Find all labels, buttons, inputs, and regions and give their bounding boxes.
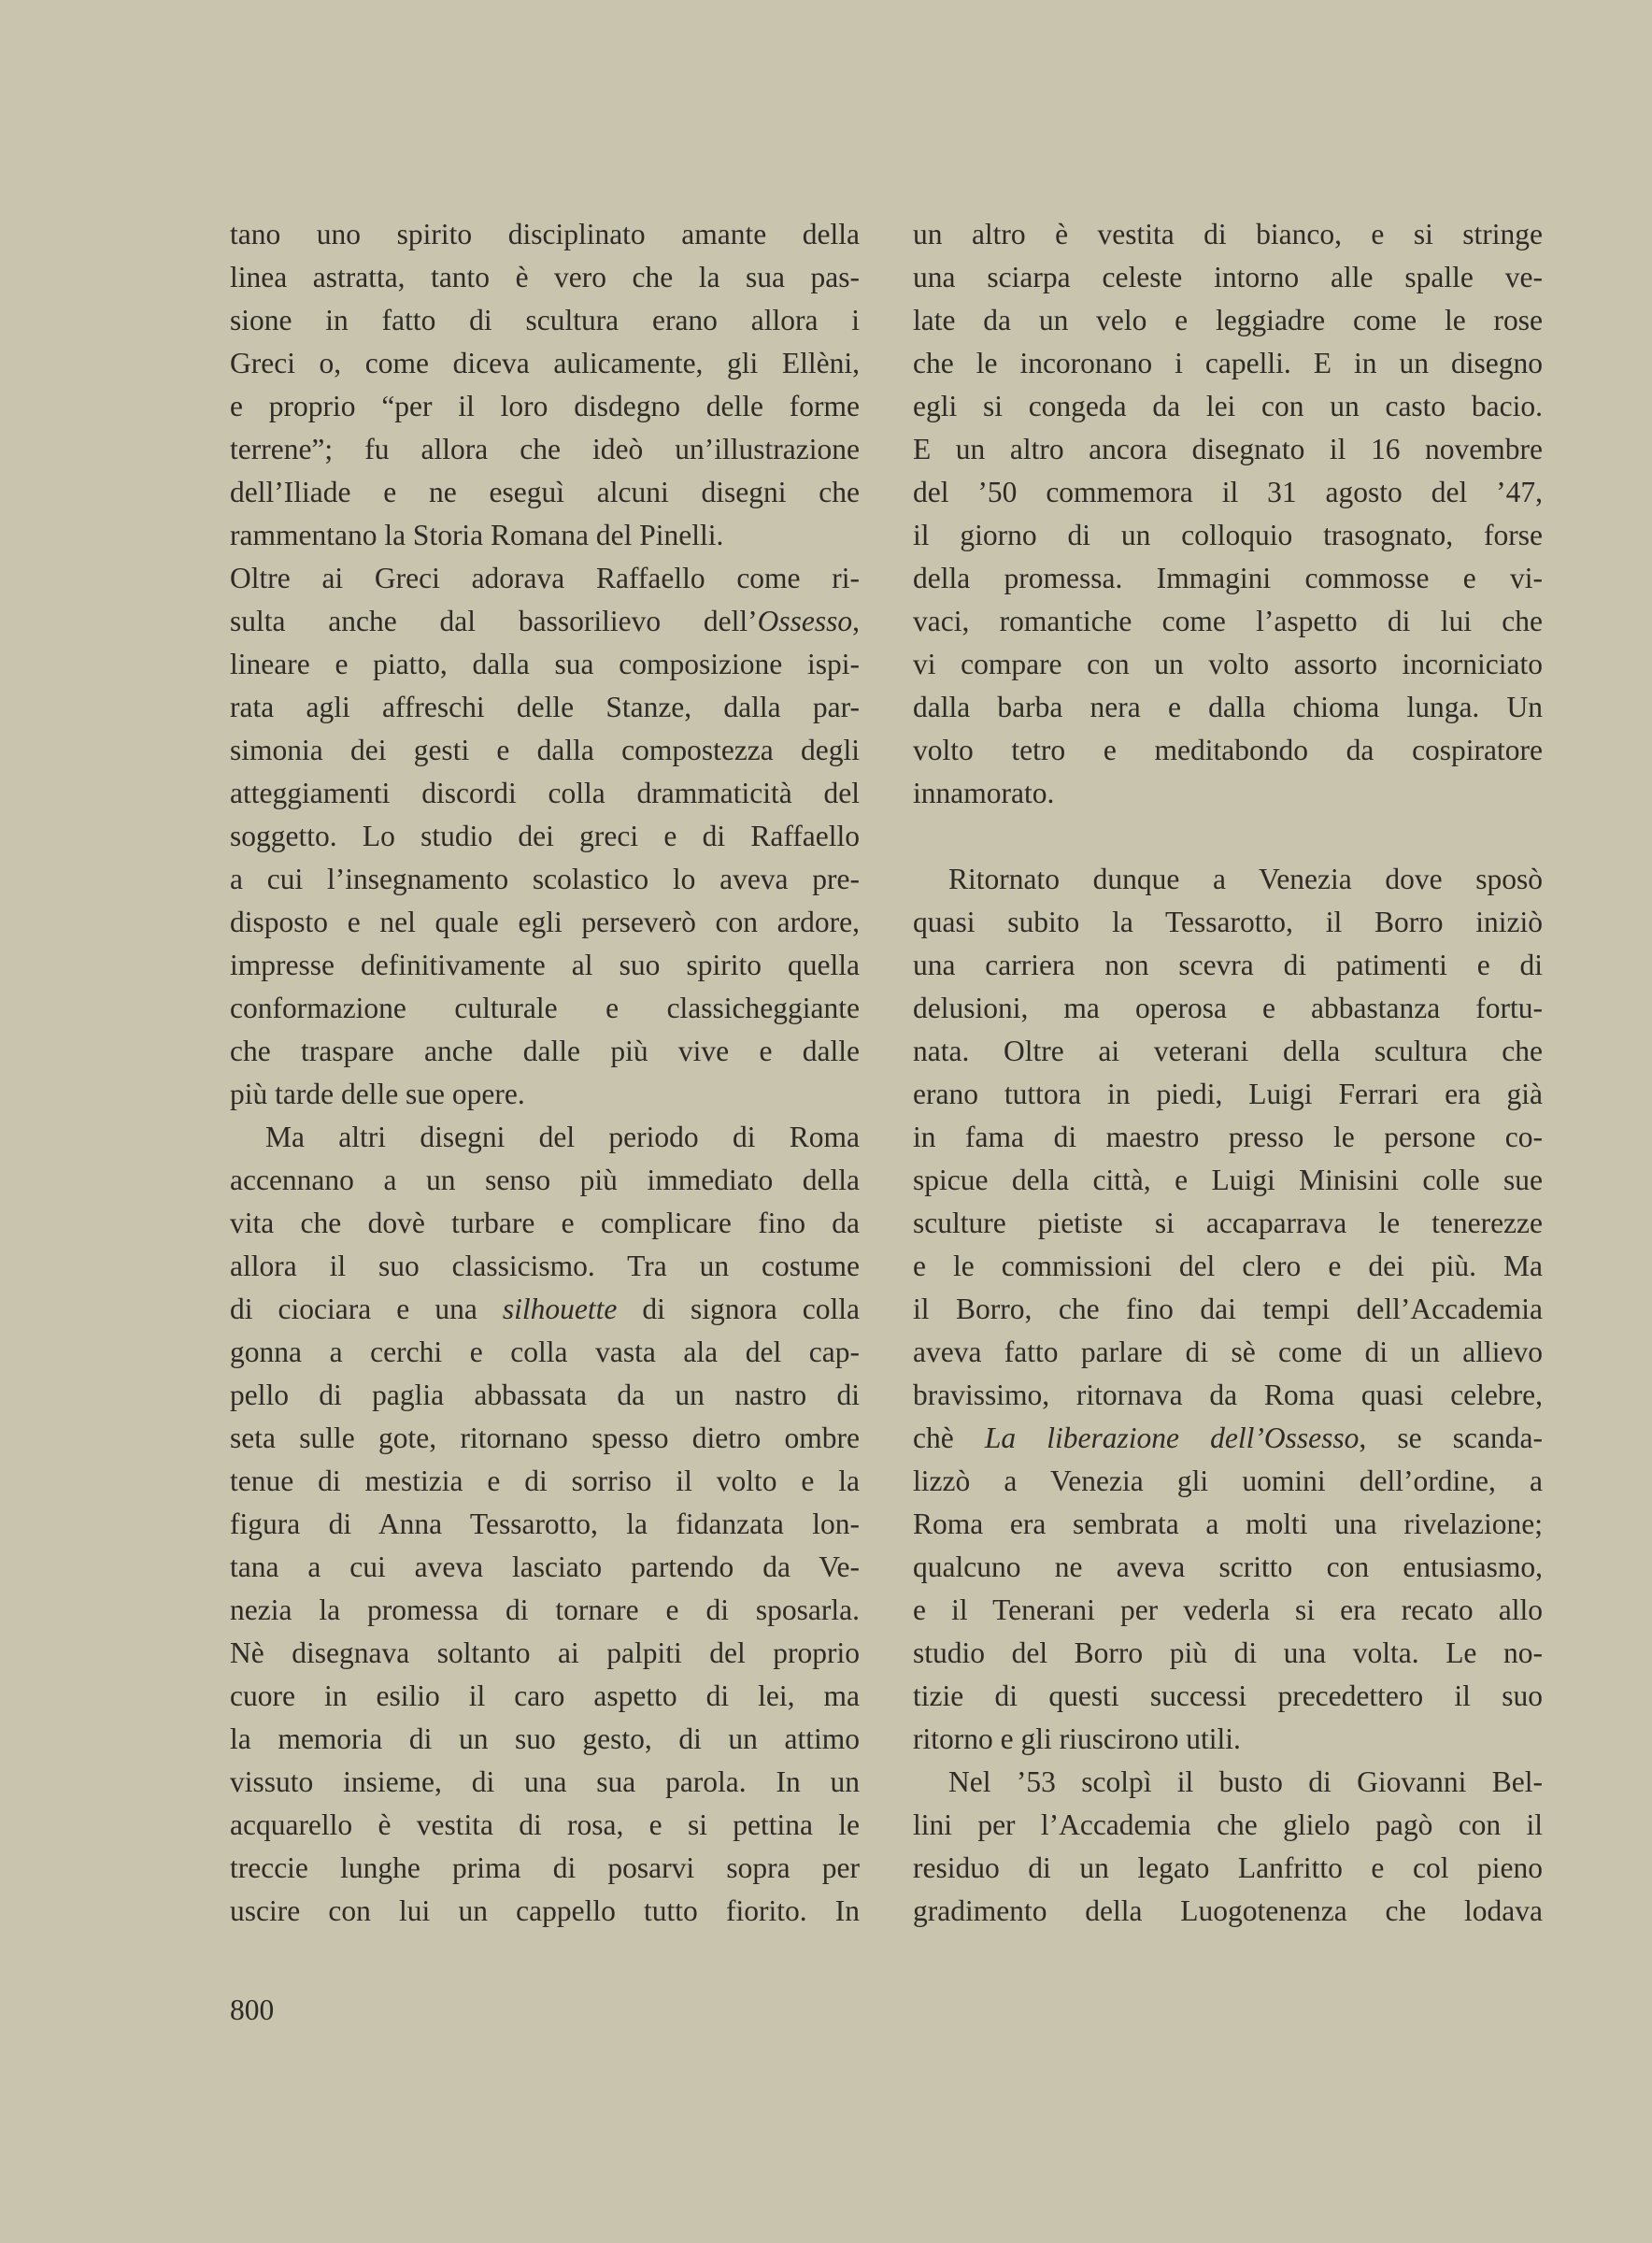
text-line: allora il suo classicismo. Tra un costume xyxy=(230,1250,860,1282)
text-line: del ’50 commemora il 31 agosto del ’47, xyxy=(913,476,1543,508)
text-segment: di signora colla xyxy=(617,1293,860,1325)
text-line: uscire con lui un cappello tutto fiorito. In xyxy=(230,1894,860,1927)
italic-title: Ossesso xyxy=(757,605,853,637)
text-line: rammentano la Storia Romana del Pinelli. xyxy=(230,519,724,551)
text-line: quasi subito la Tessarotto, il Borro iniziò xyxy=(913,906,1543,938)
text-line: vi compare con un volto assorto incorniciato xyxy=(913,648,1543,680)
text-line: Oltre ai Greci adorava Raffaello come ri- xyxy=(230,562,860,594)
text-line: disposto e nel quale egli perseverò con ardore, xyxy=(230,906,860,938)
text-line: il giorno di un colloquio trasognato, forse xyxy=(913,519,1543,551)
text-line: vissuto insieme, di una sua parola. In un xyxy=(230,1765,860,1798)
text-line: late da un velo e leggiadre come le rose xyxy=(913,304,1543,336)
text-line: il Borro, che fino dai tempi dell’Accademia xyxy=(913,1293,1543,1325)
text-line: della promessa. Immagini commosse e vi- xyxy=(913,562,1543,594)
right-text-column xyxy=(913,213,1543,1933)
text-line: Greci o, come diceva aulicamente, gli Ellèni, xyxy=(230,347,860,379)
text-line: pello di paglia abbassata da un nastro di xyxy=(230,1379,860,1411)
text-line: seta sulle gote, ritornano spesso dietro ombre xyxy=(230,1422,860,1454)
text-line: treccie lunghe prima di posarvi sopra per xyxy=(230,1851,860,1884)
text-line: impresse definitivamente al suo spirito quella xyxy=(230,949,860,981)
text-line: che traspare anche dalle più vive e dalle xyxy=(230,1035,860,1067)
text-line: tizie di questi successi precedettero il suo xyxy=(913,1679,1543,1712)
text-line: sculture pietiste si accaparrava le tenerezze xyxy=(913,1207,1543,1239)
text-line: gradimento della Luogotenenza che lodava xyxy=(913,1894,1543,1927)
italic-title: silhouette xyxy=(502,1293,618,1325)
text-line: innamorato. xyxy=(913,777,1055,809)
text-line: egli si congeda da lei con un casto bacio. xyxy=(913,390,1543,422)
text-line: più tarde delle sue opere. xyxy=(230,1078,525,1110)
text-line: dell’Iliade e ne eseguì alcuni disegni che xyxy=(230,476,860,508)
text-line: figura di Anna Tessarotto, la fidanzata lon- xyxy=(230,1507,860,1540)
text-line: Nè disegnava soltanto ai palpiti del proprio xyxy=(230,1636,860,1669)
text-line: e proprio “per il loro disdegno delle forme xyxy=(230,390,860,422)
paragraph-gap xyxy=(913,815,1543,858)
text-line: tana a cui aveva lasciato partendo da Ve- xyxy=(230,1550,860,1583)
text-line xyxy=(230,600,860,643)
text-line: e le commissioni del clero e dei più. Ma xyxy=(913,1250,1543,1282)
italic-title: La liberazione dell’Ossesso xyxy=(984,1422,1360,1454)
text-line: Ritornato dunque a Venezia dove sposò xyxy=(948,863,1543,895)
text-line: cuore in esilio il caro aspetto di lei, ma xyxy=(230,1679,860,1712)
text-line: una sciarpa celeste intorno alle spalle ve- xyxy=(913,261,1543,293)
text-line: gonna a cerchi e colla vasta ala del cap- xyxy=(230,1336,860,1368)
text-segment: , xyxy=(852,605,860,637)
text-line: dalla barba nera e dalla chioma lunga. Un xyxy=(913,691,1543,723)
text-line: qualcuno ne aveva scritto con entusiasmo, xyxy=(913,1550,1543,1583)
text-line: tenue di mestizia e di sorriso il volto e la xyxy=(230,1464,860,1497)
text-line: lini per l’Accademia che glielo pagò con il xyxy=(913,1808,1543,1841)
text-line: acquarello è vestita di rosa, e si pettina le xyxy=(230,1808,860,1841)
text-line: Ma altri disegni del periodo di Roma xyxy=(265,1121,860,1153)
text-line: un altro è vestita di bianco, e si stringe xyxy=(913,218,1543,250)
text-line: atteggiamenti discordi colla drammaticità del xyxy=(230,777,860,809)
text-line: lizzò a Venezia gli uomini dell’ordine, a xyxy=(913,1464,1543,1497)
text-line: delusioni, ma operosa e abbastanza fortu- xyxy=(913,992,1543,1024)
text-line: nezia la promessa di tornare e di sposarla. xyxy=(230,1593,860,1626)
text-line: linea astratta, tanto è vero che la sua pas- xyxy=(230,261,860,293)
text-line: in fama di maestro presso le persone co- xyxy=(913,1121,1543,1153)
text-line: volto tetro e meditabondo da cospiratore xyxy=(913,734,1543,766)
text-line: ritorno e gli riuscirono utili. xyxy=(913,1722,1241,1755)
left-text-column xyxy=(230,213,860,1933)
text-segment: di ciociara e una xyxy=(230,1293,503,1325)
text-line: Nel ’53 scolpì il busto di Giovanni Bel- xyxy=(948,1765,1543,1798)
text-line: lineare e piatto, dalla sua composizione ispi- xyxy=(230,648,860,680)
text-line: vita che dovè turbare e complicare fino da xyxy=(230,1207,860,1239)
text-line: Roma era sembrata a molti una rivelazione; xyxy=(913,1507,1543,1540)
text-line: che le incoronano i capelli. E in un disegno xyxy=(913,347,1543,379)
text-line: a cui l’insegnamento scolastico lo aveva pre- xyxy=(230,863,860,895)
text-segment: , se scanda- xyxy=(1359,1422,1543,1454)
page-number: 800 xyxy=(230,1993,275,2026)
text-line: conformazione culturale e classicheggiante xyxy=(230,992,860,1024)
text-line: soggetto. Lo studio dei greci e di Raffaello xyxy=(230,820,860,852)
text-segment: sulta anche dal bassorilievo dell’ xyxy=(230,605,758,637)
text-line: nata. Oltre ai veterani della scultura che xyxy=(913,1035,1543,1067)
text-line: studio del Borro più di una volta. Le no- xyxy=(913,1636,1543,1669)
text-line: terrene”; fu allora che ideò un’illustrazione xyxy=(230,433,860,465)
text-line: spicue della città, e Luigi Minisini colle sue xyxy=(913,1164,1543,1196)
text-line xyxy=(913,1417,1543,1460)
text-line: accennano a un senso più immediato della xyxy=(230,1164,860,1196)
text-line: e il Tenerani per vederla si era recato allo xyxy=(913,1593,1543,1626)
text-line: erano tuttora in piedi, Luigi Ferrari era già xyxy=(913,1078,1543,1110)
text-line: E un altro ancora disegnato il 16 novembre xyxy=(913,433,1543,465)
text-line: una carriera non scevra di patimenti e di xyxy=(913,949,1543,981)
text-line: tano uno spirito disciplinato amante della xyxy=(230,218,860,250)
text-line: residuo di un legato Lanfritto e col pieno xyxy=(913,1851,1543,1884)
text-line: sione in fatto di scultura erano allora i xyxy=(230,304,860,336)
text-line: bravissimo, ritornava da Roma quasi celebre, xyxy=(913,1379,1543,1411)
text-segment: chè xyxy=(913,1422,985,1454)
text-line: vaci, romantiche come l’aspetto di lui che xyxy=(913,605,1543,637)
text-line xyxy=(230,1288,860,1331)
text-line: la memoria di un suo gesto, di un attimo xyxy=(230,1722,860,1755)
text-line: simonia dei gesti e dalla compostezza degli xyxy=(230,734,860,766)
text-line: aveva fatto parlare di sè come di un allievo xyxy=(913,1336,1543,1368)
text-line: rata agli affreschi delle Stanze, dalla par- xyxy=(230,691,860,723)
